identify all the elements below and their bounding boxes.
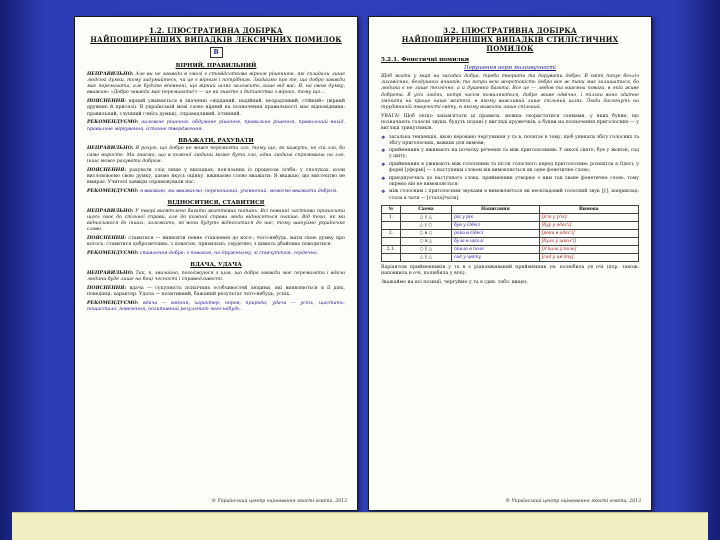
recommend-text: вдача — вміння, характер, норов, природа; удача — успіх, щастить, пощастило, повезення, позитивний результат чого-небудь. [87, 300, 345, 313]
table-row [382, 238, 639, 246]
list-item [381, 135, 639, 147]
bullet-text: між голосним і приголосним звуками в вимовляється як нескладовий голосний звук [ў], наприклад: стала в чати — [сталаўчати]. [389, 189, 639, 201]
wrong-text: Так, я, звичайно, погоджуюся з цим, що добро завжди має перемагати і вдача людини буде лише на боці чесності і справедливості. [87, 270, 345, 283]
left-header-line1: 1.2. ІЛЮСТРАТИВНА ДОБІРКА [149, 26, 283, 35]
bullet-text: прийменник у вживають на початку речення та між приголосними: У школі свято; був у жовтні; сад у цвіту; [389, 148, 639, 160]
lexical-section [87, 200, 345, 257]
lexical-section [87, 262, 345, 313]
pronunciation-cell: [була ў школ'і] [539, 238, 638, 246]
section-title: ВІРНИЙ, ПРАВИЛЬНИЙ [175, 63, 257, 70]
table-row [382, 230, 639, 238]
wrong-label: НЕПРАВИЛЬНО: [87, 146, 134, 152]
recommend-label: РЕКОМЕНДУЄМО: [87, 300, 139, 306]
spelling-cell: був у Одесі [452, 222, 540, 230]
explanation-label: ПОЯСНЕННЯ: [87, 99, 127, 105]
explanation-label: ПОЯСНЕННЯ: [87, 236, 127, 242]
diamond-bullet-icon: ❖ [381, 175, 386, 182]
row-number: 1. [382, 214, 401, 222]
subsection-number: 5.2.1. Фонетичні помилки [381, 57, 470, 64]
explanation-label: ПОЯСНЕННЯ: [87, 167, 127, 173]
spelling-cell: рік у рік [452, 214, 540, 222]
right-header-line2: НАЙПОШИРЕНІШИХ ВИПАДКІВ СТИЛІСТИЧНИХ ПОМИЛОК [401, 35, 619, 54]
spelling-cell: пішла в поле [452, 246, 540, 254]
list-item [381, 162, 639, 174]
note-paragraph: Варіантом прийменників у та в є рідковживаний прийменник ув: полюбила ув очі (пор. також: наповнила в очі, полюбила у вічі). [381, 264, 639, 276]
explanation-text: ставитися — виявляти певне ставлення до кого-, чого-небудь, мати свою думку про когось: ставитися доброзичливо, з повагою, прихильно, сердечно; з кимось дбайливо поводитися. [87, 236, 345, 248]
letter-badge: В [210, 47, 223, 58]
list-item [381, 189, 639, 201]
diamond-bullet-icon: ❖ [381, 134, 386, 141]
schema-cell: △ у △ [401, 254, 452, 262]
column-header: Вимова [539, 206, 638, 214]
left-header-line2: НАЙПОШИРЕНІШИХ ВИПАДКІВ ЛЕКСИЧНИХ ПОМИЛОК [90, 35, 342, 45]
bullet-text: загальна тенденція, якою керовано чергування у та в, полягає в тому, щоб уникати збігу голосних та збігу приголосних, важких для вимови; [389, 134, 639, 146]
right-page-header [381, 26, 639, 53]
explanation-text: вдача — сукупність психічних особливостей людини, які виявляються в її діях, поведінці; характер. Удача — позитивний, бажаний результат чого-небудь; успіх. [87, 285, 345, 298]
schema-cell: △ у ○ [401, 222, 452, 230]
column-header: № [382, 206, 401, 214]
diamond-bullet-icon: ❖ [381, 189, 386, 196]
section-title: ВДАЧА, УДАЧА [190, 262, 242, 269]
table-row [382, 222, 639, 230]
subsection-subtitle: Порушення норм милозвучності [464, 65, 556, 72]
list-item [381, 148, 639, 160]
schema-cell: △ у △ [401, 214, 452, 222]
recommend-label: РЕКОМЕНДУЄМО: [87, 188, 139, 194]
spelling-cell: сад у цвіту [452, 254, 540, 262]
recommend-text: належне рішення, обдумане рішення, правильне рішення, правильний вихід, правильне міркування, істинне твердження. [87, 120, 345, 132]
pronunciation-cell: [буў у одес'і] [539, 222, 638, 230]
attention-paragraph: УВАГА! Щоб легко запам'ятати ці правила, можна скористатися схемами, у яких букви, що позначають голосні звуки, будуть подані у вигляді кружечків, а букви на позначення приголосних — у вигляді трикутників. [381, 113, 639, 132]
row-number [382, 238, 401, 246]
table-row [382, 246, 639, 254]
schema-cell: ○ в △ [401, 238, 452, 246]
section-title: ВВАЖАТИ, РАХУВАТИ [178, 137, 254, 144]
column-header: Написання [452, 206, 540, 214]
spelling-cell: роки в Одесі [452, 230, 540, 238]
recommend-text: ставлення добре: з повагою, по-дружньому, зі співчуттям, сердечно. [139, 251, 319, 257]
copyright-footer: © Український центр оцінювання якості освіти, 2013 [505, 499, 641, 504]
explanation-label: ПОЯСНЕННЯ: [87, 285, 127, 291]
table-row [382, 214, 639, 222]
list-item [381, 176, 639, 188]
schema-cell: ○ в ○ [401, 230, 452, 238]
bullet-text: приєднуючись до наступного слова, прийменник утворює з ним так зване фонетичне слово, тому окремо він не вимовляється; [389, 175, 639, 187]
pronunciation-cell: [роки в одес'і] [539, 230, 638, 238]
column-header: Схема [401, 206, 452, 214]
pronunciation-cell: [п'ішла ў поле] [539, 246, 638, 254]
note-paragraph: Зважаймо на всі позиції, чергуймо у та в (див. табл. вище). [381, 279, 529, 285]
lexical-section [87, 63, 345, 133]
pronunciation-cell: [р'ік у р'ік] [539, 214, 638, 222]
lexical-section [87, 138, 345, 195]
intro-paragraph: Щоб жити у мирі на засадах добра, треба творити та дарувати добро. В світі панує безліч лиховісних, бездушних вчинків, та попри всю жорстокість добро все ж таки має залишатися, бо людина є не лише технічно, а й душевно багата. Все це — любов та взаємна повага, в якій живе доброта. В усіх людях, котрі часом помиляються, добро живе одвічно, і тільки воно здатне змінити на краще наше життя, в якому важливий лише спільний шлях. Люди досягнуть на трудівничій творчості світу, в якому вижити лише спільний. [381, 73, 639, 111]
recommend-text: я вважаю, ми вважаємо, переконаний, упевнений, можемо вважати добром. [139, 188, 338, 194]
spelling-cell: була в школі [452, 238, 540, 246]
wrong-label: НЕПРАВИЛЬНО: [87, 71, 134, 77]
bullet-text: прийменник в уживають між голосними та після голосного перед приголосним: розквітла в Одесі; у формі [уформі] — з наступним словом він вимовляється як одне фонетичне слово; [389, 161, 639, 174]
diamond-bullet-icon: ❖ [381, 161, 386, 168]
wrong-text: У творі висвітлено багато життєвих питань. Всі повинні частково приносити щось своє до спільної справи, але до кожної справи люди відносяться інакше. Від того, як ми відносимося до інших, залежить, як вони будуть відноситися до нас, тому шануймо українське слово. [87, 208, 346, 233]
document-page-left [74, 16, 358, 511]
copyright-footer: © Український центр оцінювання якості освіти, 2013 [211, 499, 347, 504]
right-header-line1: 3.2. ІЛЮСТРАТИВНА ДОБІРКА [443, 26, 577, 35]
explanation-text: рахувати слід лише у випадках, пов'язаних із процесом лічби; у сполуках, коли висловлюємо свою думку, даємо якусь оцінку, вживаємо слово вважати: Я вважаю, що мистецтво не вмирає. Учителі завжди спрямовували нас. [87, 167, 345, 186]
row-number [382, 254, 401, 262]
section-title: ВІДНОСИТИСЯ, СТАВИТИСЯ [167, 200, 265, 207]
schema-cell: ○ ў △ [401, 246, 452, 254]
recommend-label: РЕКОМЕНДУЄМО: [87, 251, 139, 257]
pronunciation-cell: [сад у цв'іту] [539, 254, 638, 262]
phonetic-alternation-table [381, 205, 639, 262]
row-number [382, 222, 401, 230]
wrong-label: НЕПРАВИЛЬНО: [87, 208, 134, 214]
table-row [382, 254, 639, 262]
table-header-row [382, 206, 639, 214]
wrong-text: Я рахую, що добро не може перемогти зло, тому що, як кажуть, не сій зла, бо само виросте. Ми знаємо, що в кожної людини може бути зло, одна людина спрямована на зло, інша може рахувати добром. [87, 146, 345, 164]
row-number: 2.1. [382, 246, 401, 254]
slide-bottom-strip [12, 512, 708, 540]
wrong-text: Але ви не завжди в змозі є стовідсотково вірним рішенням, які складали лише людські думки, тому задумайтесь, чи це є вірним і потрібним. Згадаймо про те, що добро завжди має перемагати, але будьте впевнені, що вірний шлях залежить лише від вас. Я, на свою думку, вважаю: «Добро завжди має перемагати!» — це ви знаєте з дитинства з вірних, тому що… [87, 71, 345, 96]
wrong-label: НЕПРАВИЛЬНО: [87, 270, 134, 276]
explanation-text: вірний уживається в значенні «відданий, надійний, незрадливий, стійкий» (вірний дружині й присязі). В українській мові слово вірний на позначення правильності має відповідники: правильний, слушний (чиїсь думки), справедливий, істинний. [87, 99, 345, 117]
document-page-right [368, 16, 652, 511]
recommend-label: РЕКОМЕНДУЄМО: [87, 120, 139, 126]
rules-bullet-list [381, 135, 639, 202]
row-number: 2. [382, 230, 401, 238]
diamond-bullet-icon: ❖ [381, 148, 386, 155]
left-page-header [87, 26, 345, 44]
